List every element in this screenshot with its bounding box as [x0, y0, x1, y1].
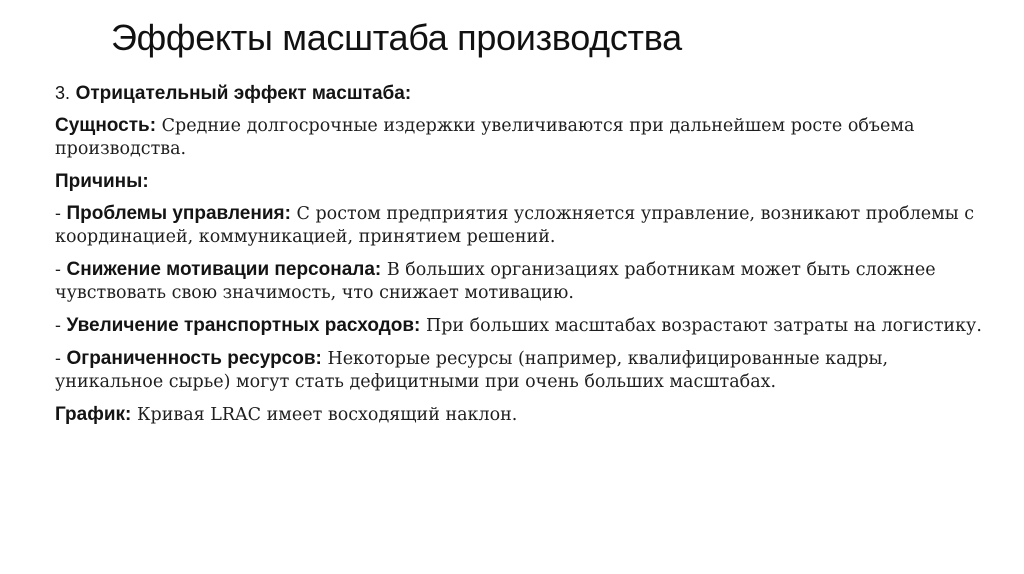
essence-paragraph	[55, 114, 995, 161]
slide-title: Эффекты масштаба производства	[111, 17, 682, 58]
cause-item-resources	[55, 347, 995, 394]
bullet-dash: -	[55, 204, 61, 224]
bullet-dash: -	[55, 349, 61, 369]
graph-text: Кривая LRAC имеет восходящий наклон.	[136, 405, 518, 425]
essence-label: Сущность:	[55, 115, 157, 136]
section-number: 3.	[55, 83, 71, 103]
graph-paragraph	[55, 403, 995, 427]
bullet-dash: -	[55, 316, 61, 336]
bullet-dash: -	[55, 260, 61, 280]
cause-text: При больших масштабах возрастают затраты на логистику.	[425, 316, 982, 336]
cause-label: Увеличение транспортных расходов:	[66, 315, 421, 336]
section-heading-text: Отрицательный эффект масштаба:	[75, 83, 412, 104]
section-heading	[55, 82, 995, 106]
cause-text: С ростом предприятия усложняется управление, возникают проблемы с координацией, коммуникацией, принятием решений.	[55, 204, 975, 247]
slide-body	[55, 82, 995, 436]
cause-text: В больших организациях работникам может быть сложнее чувствовать свою значимость, что снижает мотивацию.	[55, 260, 936, 303]
cause-label: Проблемы управления:	[66, 203, 291, 224]
cause-item-transport	[55, 314, 995, 338]
graph-label: График:	[55, 404, 132, 425]
essence-text: Средние долгосрочные издержки увеличиваются при дальнейшем росте объема производства.	[55, 116, 915, 159]
cause-label: Ограниченность ресурсов:	[66, 348, 322, 369]
cause-item-management	[55, 202, 995, 249]
causes-heading	[55, 170, 995, 194]
causes-label: Причины:	[55, 171, 149, 192]
cause-text: Некоторые ресурсы (например, квалифицированные кадры, уникальное сырье) могут стать дефицитными при очень больших масштабах.	[55, 349, 889, 392]
cause-item-motivation	[55, 258, 995, 305]
cause-label: Снижение мотивации персонала:	[66, 259, 382, 280]
